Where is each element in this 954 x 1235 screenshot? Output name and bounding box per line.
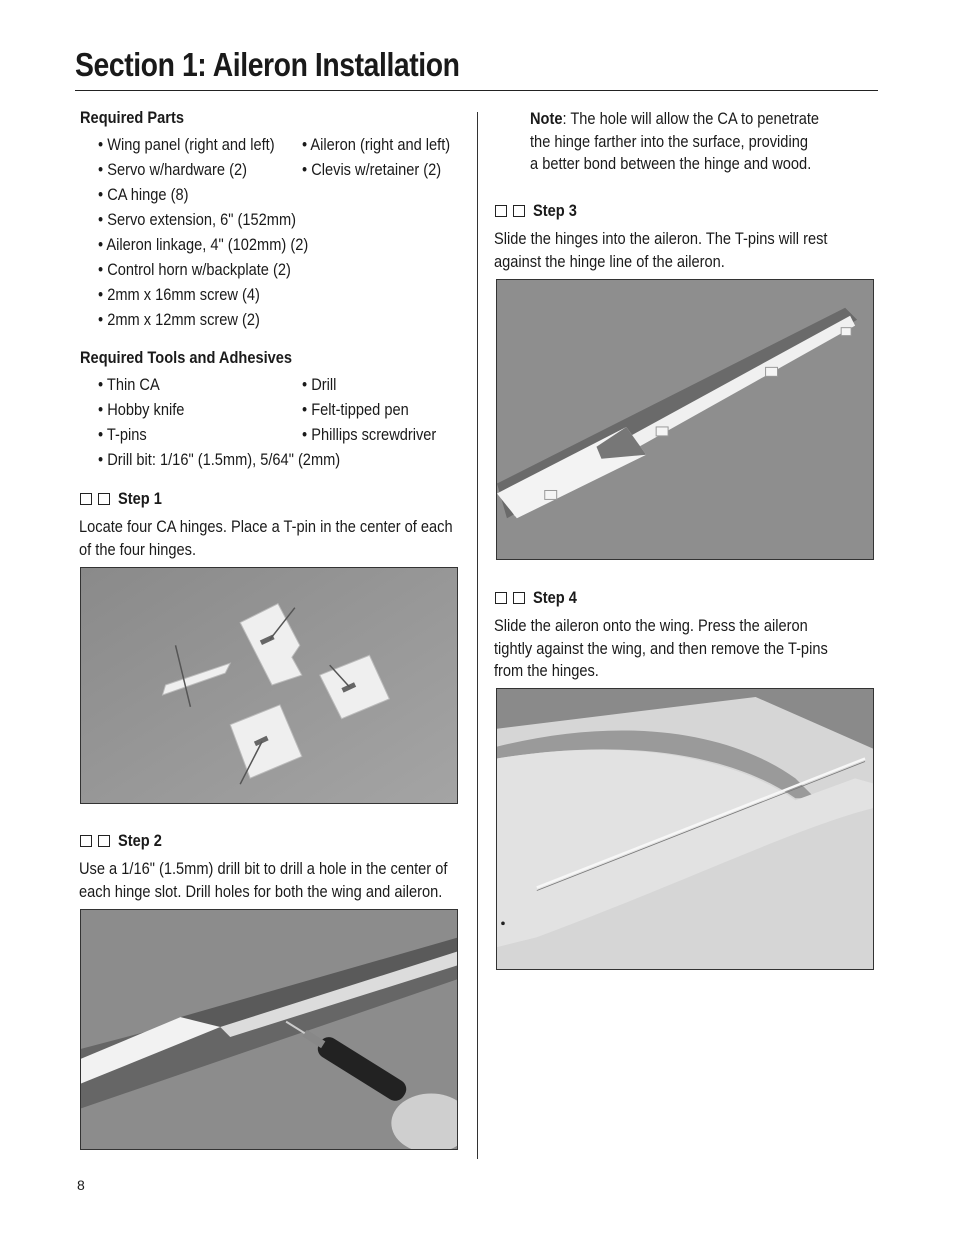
checkbox-icon[interactable] (513, 592, 525, 604)
step1-line: of the four hinges. (79, 539, 197, 559)
tools-item: • Drill (302, 375, 336, 395)
tools-item: • Drill bit: 1/16" (1.5mm), 5/64" (2mm) (98, 450, 340, 470)
page-title: Section 1: Aileron Installation (75, 46, 460, 83)
parts-item: • 2mm x 12mm screw (2) (98, 310, 260, 330)
tools-item: • Phillips screwdriver (302, 425, 436, 445)
parts-item: • Servo extension, 6" (152mm) (98, 210, 296, 230)
step4-label: Step 4 (533, 588, 577, 607)
tools-item: • Thin CA (98, 375, 160, 395)
tools-item: • T-pins (98, 425, 147, 445)
required-parts-heading: Required Parts (80, 108, 185, 127)
checkbox-icon[interactable] (495, 205, 507, 217)
step3-line: Slide the hinges into the aileron. The T-pins will rest (494, 229, 828, 248)
step4-heading (495, 588, 584, 608)
step3-heading (495, 201, 584, 221)
note-label: Note (530, 109, 563, 128)
tools-item: • Felt-tipped pen (302, 400, 409, 420)
step1-heading (80, 489, 169, 509)
page-number: 8 (77, 1177, 85, 1193)
step3-photo (496, 279, 874, 560)
checkbox-icon[interactable] (80, 493, 92, 505)
step1-label: Step 1 (118, 489, 162, 508)
step2-label: Step 2 (118, 831, 162, 850)
note-line: : The hole will allow the CA to penetrate (562, 109, 820, 128)
step2-line: each hinge slot. Drill holes for both the wing and aileron. (79, 881, 443, 901)
parts-item: • 2mm x 16mm screw (4) (98, 285, 260, 305)
title-rule (75, 90, 878, 91)
note-text (530, 108, 866, 176)
step2-line: Use a 1/16" (1.5mm) drill bit to drill a hole in the center of (79, 859, 448, 878)
step2-heading (80, 831, 169, 851)
tools-item: • Hobby knife (98, 400, 184, 420)
step3-label: Step 3 (533, 201, 577, 220)
required-tools-heading: Required Tools and Adhesives (80, 348, 293, 367)
step4-text (494, 615, 882, 683)
step1-text (79, 516, 513, 561)
checkbox-icon[interactable] (513, 205, 525, 217)
step4-line: tightly against the wing, and then remove the T-pins (494, 638, 828, 658)
parts-item: • Servo w/hardware (2) (98, 160, 247, 180)
checkbox-icon[interactable] (495, 592, 507, 604)
step2-text (79, 858, 507, 903)
step2-photo (80, 909, 458, 1150)
checkbox-icon[interactable] (98, 493, 110, 505)
step4-line: from the hinges. (494, 661, 599, 680)
parts-item: • Wing panel (right and left) (98, 135, 275, 155)
checkbox-icon[interactable] (80, 835, 92, 847)
column-divider (477, 112, 478, 1159)
parts-item: • Aileron linkage, 4" (102mm) (2) (98, 235, 308, 255)
step1-line: Locate four CA hinges. Place a T-pin in the center of each (79, 517, 453, 536)
parts-item: • CA hinge (8) (98, 185, 188, 205)
step3-text (494, 228, 882, 273)
parts-item: • Clevis w/retainer (2) (302, 160, 441, 180)
checkbox-icon[interactable] (98, 835, 110, 847)
step1-photo (80, 567, 458, 804)
parts-item: • Control horn w/backplate (2) (98, 260, 291, 280)
note-line: the hinge farther into the surface, providing (530, 131, 808, 151)
step4-line: Slide the aileron onto the wing. Press the aileron (494, 616, 808, 635)
note-line: a better bond between the hinge and wood. (530, 154, 812, 173)
parts-item: • Aileron (right and left) (302, 135, 450, 155)
step3-line: against the hinge line of the aileron. (494, 251, 725, 271)
step4-photo (496, 688, 874, 970)
